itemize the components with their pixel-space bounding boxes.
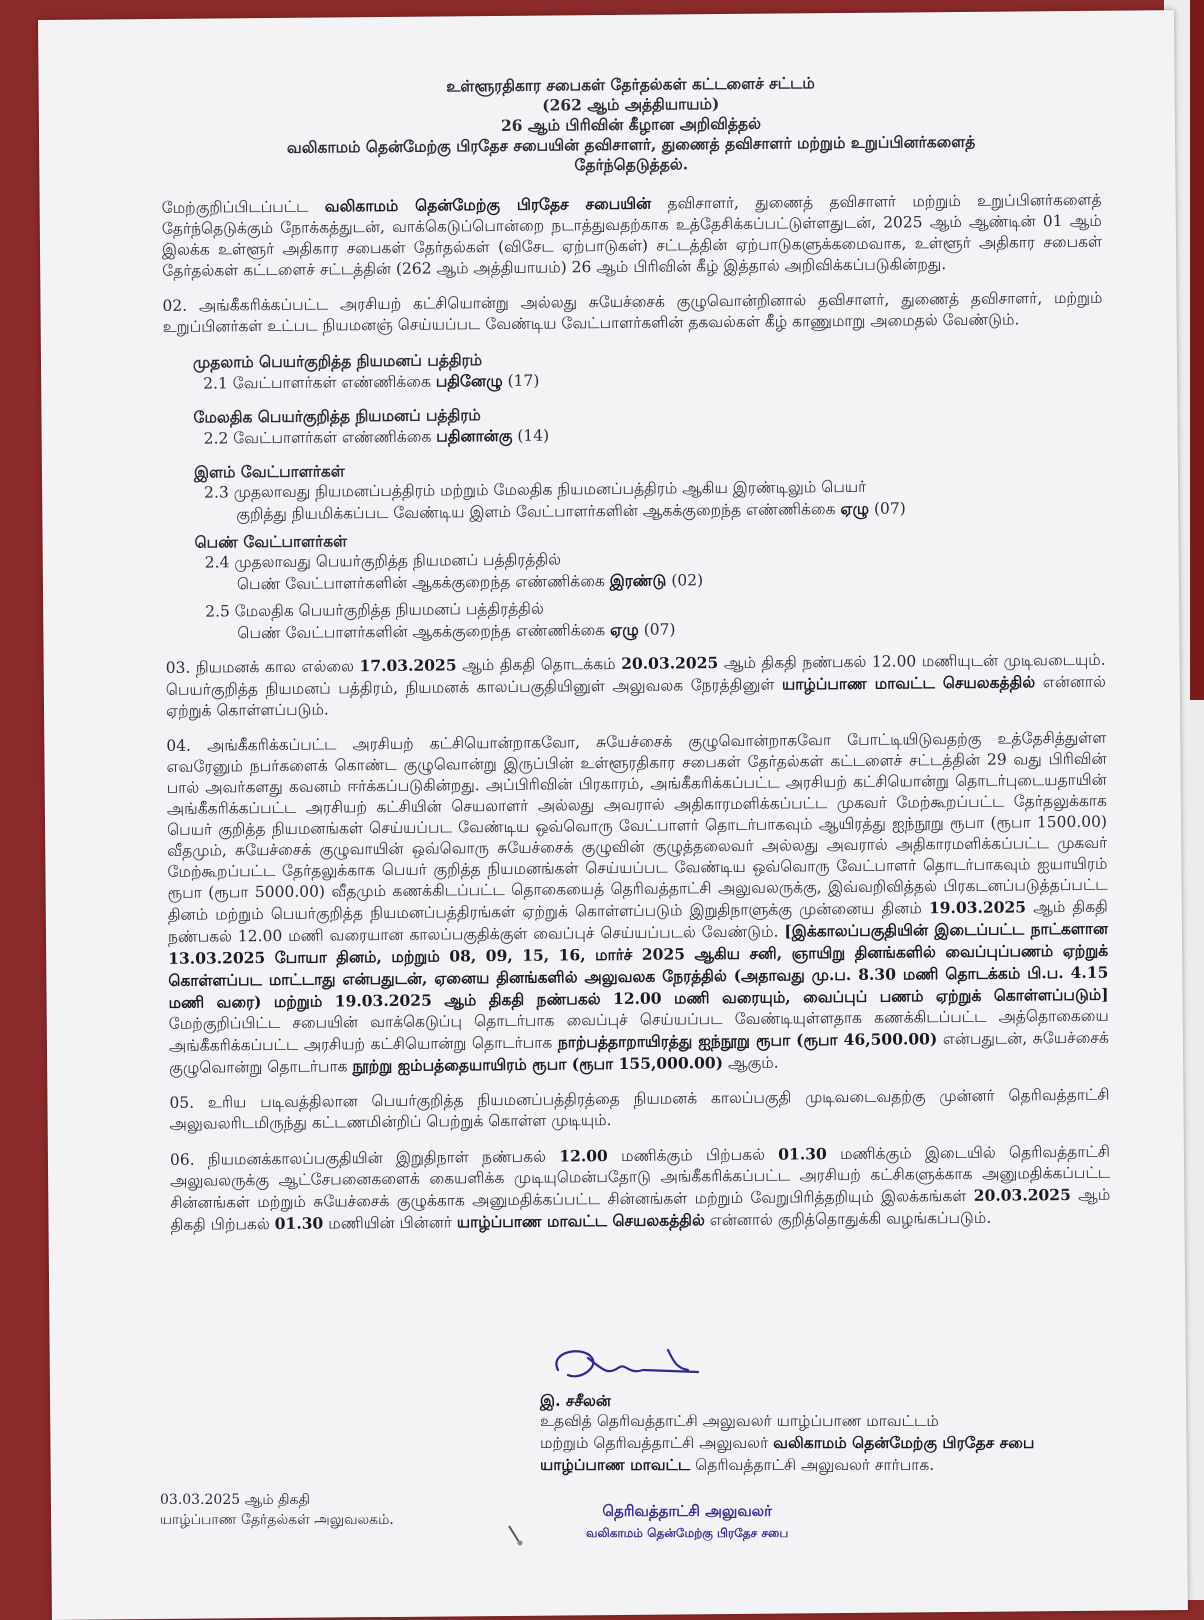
header-line-3: 26 ஆம் பிரிவின் கீழான அறிவித்தல்: [500, 113, 761, 135]
section-1-line: 2.1 வேட்பாளர்கள் எண்ணிக்கை பதினேழு (17): [203, 370, 540, 393]
signatory-name: இ. சசீலன்: [540, 1391, 611, 1410]
header-line-4: வலிகாமம் தென்மேற்கு பிரதேச சபையின் தவிசாளர், துணைத் தவிசாளர் மற்றும் உறுப்பினர்களைத்: [286, 131, 976, 157]
paragraph-04: 04. அங்கீகரிக்கப்பட்ட அரசியற் கட்சியொன்றாகவோ, சுயேச்சைக் குழுவொன்றாகவோ போட்டியிடுவதற்கு உத்தேசித்துள்ள எவரேனும் நபர்களைக் கொண்ட குழுவொன்று இருப்பின் உள்ளூரதிகார சபைகள் தேர்தல்கள் கட்டளைச் சட்டத்தின் 29 வது பிரிவின் பால் அவர்களது கவனம் ஈர்க்கப்படுகின்றது. அப்பிரிவின் பிரகாரம், அங்கீகரிக்கப்பட்ட அரசியற் கட்சியொன்று தொடர்புடையதாயின் அங்கீகரிக்கப்பட்ட அரசியற் கட்சியின் செயலாளர் அல்லது அவரால் அதிகாரமளிக்கப்பட்ட முகவர் மேற்கூறப்பட்ட தேர்தலுக்காக பெயர் குறித்த நியமனங்கள் செய்யப்பட வேண்டிய ஒவ்வொரு வேட்பாளர் தொடர்பாகவும் ஆயிரத்து ஐந்நூறு ரூபா (ரூபா 1500.00) வீதமும், சுயேச்சைக் குழுவாயின் ஒவ்வொரு சுயேச்சைக் குழுவின் குழுத்தலைவர் அல்லது அவரால் அதிகாரமளிக்கப்பட்ட முகவர் மேற்கூறப்பட்ட தேர்தலுக்காக பெயர் குறித்த நியமனங்கள் செய்யப்பட வேண்டிய ஒவ்வொரு வேட்பாளர் தொடர்பாகவும் ஐயாயிரம் ரூபா (ரூபா 5000.00) வீதமும் கணக்கிடப்பட்ட தொகையைத் தெரிவத்தாட்சி அலுவலருக்கு, இவ்வறிவித்தல் பிரகடனப்படுத்தப்பட்ட தினம் மற்றும் பெயர்குறித்த நியமனப்பத்திரங்கள் ஏற்றுக் கொள்ளப்படும் இறுதிநாளுக்கு முன்னைய தினம் 19.03.2025 ஆம் திகதி நண்பகல் 12.00 மணி வரையான காலப்பகுதிக்குள் வைப்புச் செய்யப்படல் வேண்டும். [இக்காலப்பகுதியின் இடைப்பட்ட நாட்களான 13.03.2025 போயா தினம், மற்றும் 08, 09, 15, 16, மார்ச் 2025 ஆகிய சனி, ஞாயிறு தினங்களில் வைப்புப்பணம் ஏற்றுக் கொள்ளப்பட மாட்டாது என்பதுடன், ஏனைய தினங்களில் அலுவலக நேரத்தில் (அதாவது மு.ப. 8.30 மணி தொடக்கம் பி.ப. 4.15 மணி வரை) மற்றும் 19.03.2025 ஆம் திகதி நண்பகல் 12.00 மணி வரையும், வைப்புப் பணம் ஏற்றுக் கொள்ளப்படும்] மேற்குறிப்பிட்ட சபையின் வாக்கெடுப்பு தொடர்பாக வைப்புச் செய்யப்பட வேண்டியுள்ளதாக கணக்கிடப்பட்ட அத்தொகையை அங்கீகரிக்கப்பட்ட அரசியற் கட்சியொன்று தொடர்பாக நாற்பத்தாறாயிரத்து ஐந்நூறு ரூபா (ரூபா 46,500.00) என்பதுடன், சுயேச்சைக் குழுவொன்று தொடர்பாக நூற்று ஐம்பத்தையாயிரம் ரூபா (ரூபா 155,000.00) ஆகும்.: [166, 728, 1109, 1077]
document-header: [161, 71, 1102, 179]
section-2-title: மேலதிக பெயர்குறித்த நியமனப் பத்திரம்: [193, 405, 481, 427]
paragraph-02: 02. அங்கீகரிக்கப்பட்ட அரசியற் கட்சியொன்று அல்லது சுயேச்சைக் குழுவொன்றினால் தவிசாளர், துணைத் தவிசாளர், மற்றும் உறுப்பினர்கள் உட்பட நியமனஞ் செய்யப்பட வேண்டிய வேட்பாளர்களின் தகவல்கள் கீழ் காணுமாறு அமைதல் வேண்டும்.: [162, 288, 1103, 336]
section-1-title: முதலாம் பெயர்குறித்த நியமனப் பத்திரம்: [192, 350, 483, 372]
issuing-office: யாழ்ப்பாண தேர்தல்கள் அலுவலகம்.: [160, 1512, 394, 1528]
section-4-title: பெண் வேட்பாளர்கள்: [194, 531, 348, 552]
pin-icon: [505, 1522, 535, 1552]
header-line-2: (262 ஆம் அத்தியாயம்): [542, 94, 720, 115]
background-edge: [1190, 0, 1204, 700]
paragraph-01: மேற்குறிப்பிடப்பட்ட வலிகாமம் தென்மேற்கு பிரதேச சபையின் தவிசாளர், துணைத் தவிசாளர் மற்றும் உறுப்பினர்களைத் தேர்ந்தெடுக்கும் நோக்கத்துடன், வாக்கெடுப்பொன்றை நடாத்துவதற்காக உத்தேசிக்கப்பட்டுள்ளதுடன், 2025 ஆம் ஆண்டின் 01 ஆம் இலக்க உள்ளூர் அதிகார சபைகள் தேர்தல்கள் (விசேட ஏற்பாடுகள்) சட்டத்தின் ஏற்பாடுகளுக்கமைவாக, உள்ளூர் அதிகார சபைகள் தேர்தல்கள் கட்டளைச் சட்டத்தின் (262 ஆம் அத்தியாயம்) 26 ஆம் பிரிவின் கீழ் இத்தால் அறிவிக்கப்படுகின்றது.: [161, 190, 1103, 280]
signatory-title-3: யாழ்ப்பாண மாவட்ட தெரிவத்தாட்சி அலுவலர் சார்பாக.: [540, 1455, 935, 1474]
signature-block: [540, 1390, 1080, 1476]
section-5-line-1: 2.5 மேலதிக பெயர்குறித்த நியமனப் பத்திரத்தில்: [205, 599, 544, 621]
section-3-line-1: 2.3 முதலாவது நியமனப்பத்திரம் மற்றும் மேலதிக நியமனப்பத்திரம் ஆகிய இரண்டிலும் பெயர்: [204, 477, 867, 502]
header-line-1: உள்ளூரதிகார சபைகள் தேர்தல்கள் கட்டளைச் சட்டம்: [446, 73, 815, 96]
section-2-line: 2.2 வேட்பாளர்கள் எண்ணிக்கை பதினான்கு (14): [203, 425, 550, 448]
official-stamp: தெரிவத்தாட்சி அலுவலர் வலிகாமம் தென்மேற்கு பிரதேச சபை: [586, 1502, 789, 1540]
section-3-line-2: குறித்து நியமிக்கப்பட வேண்டிய இளம் வேட்பாளர்களின் ஆகக்குறைந்த எண்ணிக்கை ஏழு (07): [236, 498, 906, 524]
signatory-title-2: மற்றும் தெரிவத்தாட்சி அலுவலர் வலிகாமம் தென்மேற்கு பிரதேச சபை: [540, 1433, 1035, 1452]
section-3-title: இளம் வேட்பாளர்கள்: [193, 461, 345, 482]
paragraph-05: 05. உரிய படிவத்திலான பெயர்குறித்த நியமனப்பத்திரத்தை நியமனக் காலப்பகுதி முடிவடைவதற்கு முன்னர் தெரிவத்தாட்சி அலுவலரிடமிருந்து கட்டணமின்றிப் பெற்றுக் கொள்ள முடியும்.: [169, 1085, 1110, 1133]
signatory-title-1: உதவித் தெரிவத்தாட்சி அலுவலர் யாழ்ப்பாண மாவட்டம்: [540, 1412, 939, 1430]
issue-date: 03.03.2025 ஆம் திகதி: [160, 1492, 310, 1508]
paragraph-03: 03. நியமனக் கால எல்லை 17.03.2025 ஆம் திகதி தொடக்கம் 20.03.2025 ஆம் திகதி நண்பகல் 12.00 மணியுடன் முடிவடையும். பெயர்குறித்த நியமனப் பத்திரம், நியமனக் காலப்பகுதியினுள் அலுவலக நேரத்தினுள் யாழ்ப்பாண மாவட்ட செயலகத்தில் என்னால் ஏற்றுக் கொள்ளப்படும்.: [165, 650, 1106, 720]
paragraph-06: 06. நியமனக்காலப்பகுதியின் இறுதிநாள் நண்பகல் 12.00 மணிக்கும் பிற்பகல் 01.30 மணிக்கும் இடையில் தெரிவத்தாட்சி அலுவலருக்கு ஆட்சேபனைகளைக் கையளிக்க முடியுமென்பதோடு அங்கீகரிக்கப்பட்ட அரசியற் கட்சிகளுக்காக அனுமதிக்கப்பட்ட சின்னங்கள் மற்றும் சுயேச்சைக் குழுக்காக அனுமதிக்கப்பட்ட சின்னங்கள் மற்றும் வேறுபிரித்தறியும் இலக்கங்கள் 20.03.2025 ஆம் திகதி பிற்பகல் 01.30 மணியின் பின்னர் யாழ்ப்பாண மாவட்ட செயலகத்தில் என்னால் குறித்தொதுக்கி வழங்கப்படும்.: [169, 1142, 1111, 1234]
section-4-line-2: பெண் வேட்பாளர்களின் ஆகக்குறைந்த எண்ணிக்கை இரண்டு (02): [236, 570, 704, 594]
section-5-line-2: பெண் வேட்பாளர்களின் ஆகக்குறைந்த எண்ணிக்கை ஏழு (07): [237, 619, 676, 643]
section-4-line-1: 2.4 முதலாவது பெயர்குறித்த நியமனப் பத்திரத்தில்: [204, 550, 562, 572]
handwritten-signature: [548, 1340, 728, 1390]
nomination-sections: [163, 344, 1106, 645]
document-body: [161, 71, 1111, 1250]
date-block: [160, 1490, 394, 1530]
header-line-5: தேர்ந்தெடுத்தல்.: [574, 154, 689, 175]
